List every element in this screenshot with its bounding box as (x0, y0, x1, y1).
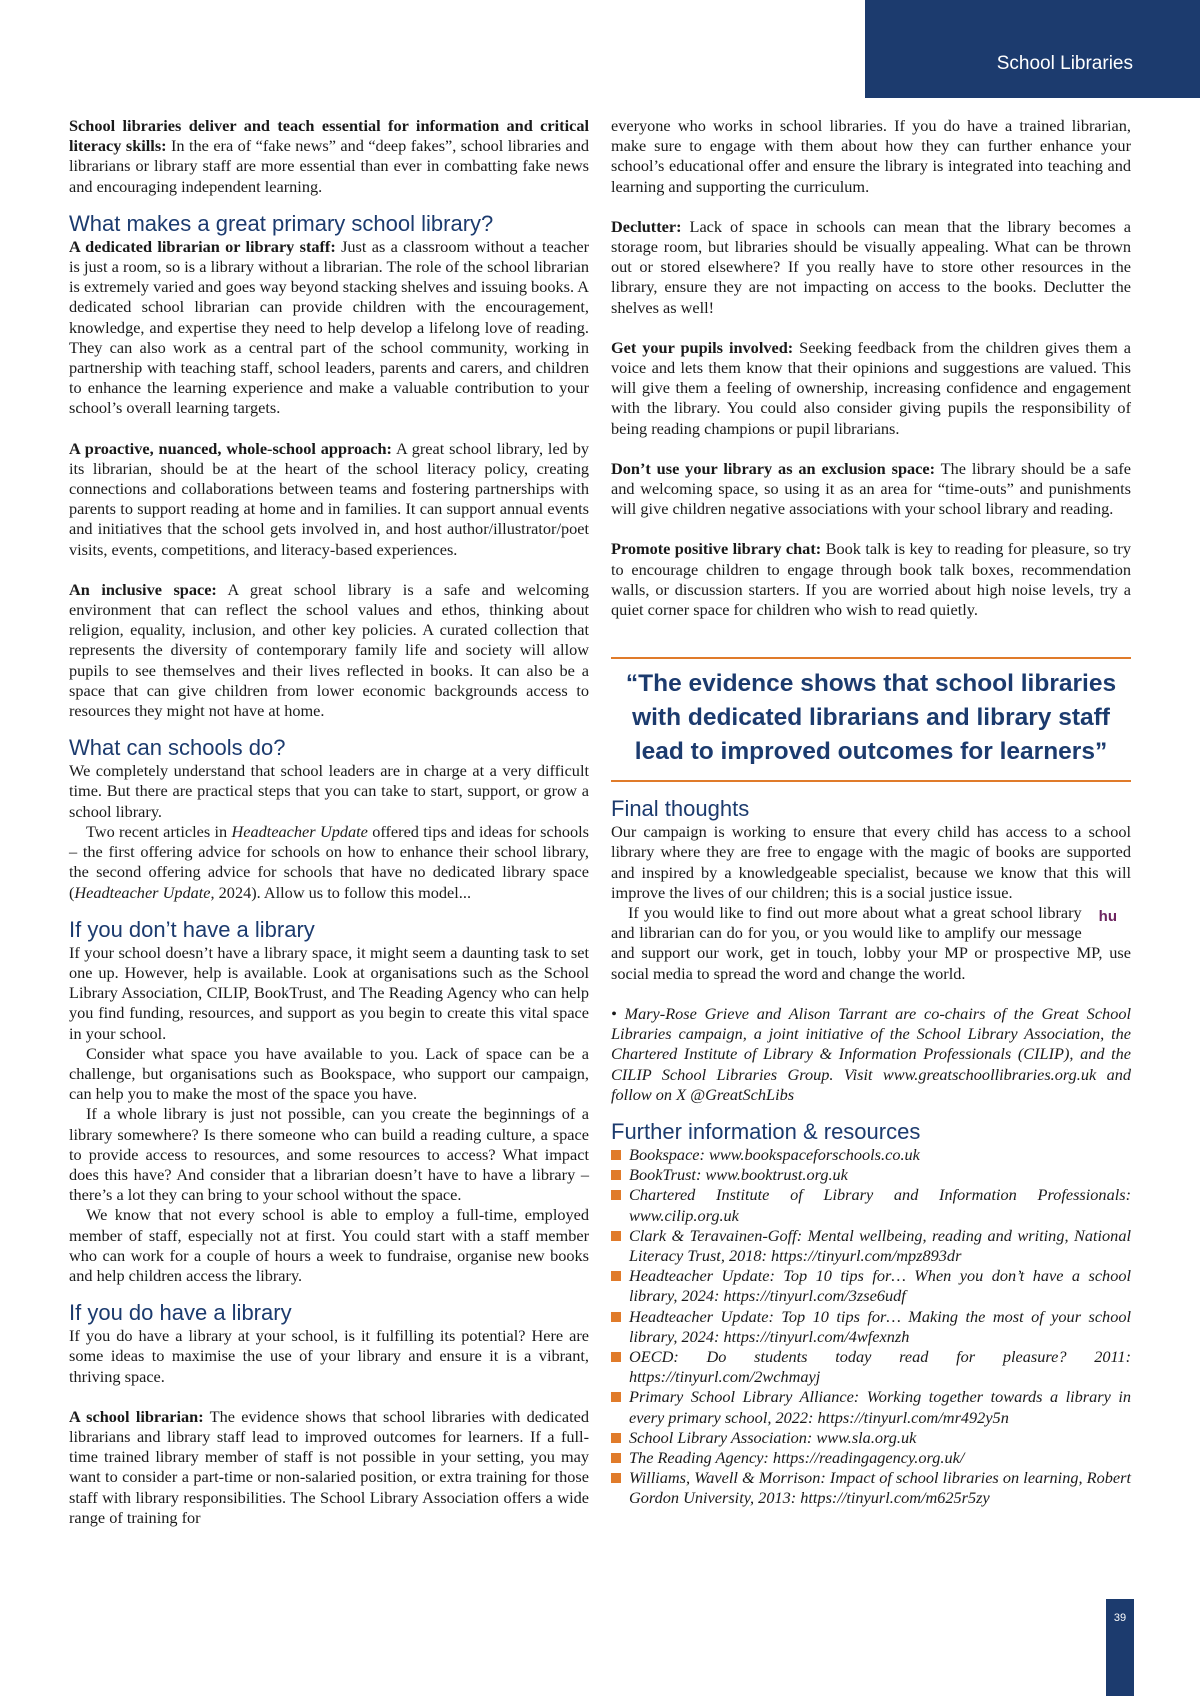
schools-p2-text-c: , 2024). Allow us to follow this model... (210, 882, 472, 902)
proactive-text: A great school library, led by its librarian, should be at the heart of the school literacy policy, creating connections and collaborations between teams and fostering partnerships with parents to support reading at home and in families. It can support annual events and initiatives that the school gets involved in, and host author/illustrator/poet visits, events, competitions, and literacy-based experiences. (69, 438, 589, 559)
resource-item (611, 1448, 1131, 1468)
resource-item (611, 1226, 1131, 1266)
resources-list (611, 1145, 1131, 1509)
square-bullet-icon (611, 1190, 621, 1200)
proactive-lead: A proactive, nuanced, whole-school approach: (69, 438, 392, 458)
declutter-paragraph (611, 217, 1131, 318)
continued-paragraph: everyone who works in school libraries. If you do have a trained librarian, make sure to engage with them about how they can further enhance your school’s educational offer and ensure the library is integrated into teaching and learning and supporting the curriculum. (611, 116, 1131, 196)
resource-text: Headteacher Update: Top 10 tips for… When you don’t have a school library, 2024: https://tinyurl.com/3zse6udf (629, 1266, 1131, 1306)
square-bullet-icon (611, 1170, 621, 1180)
resource-item (611, 1165, 1131, 1185)
square-bullet-icon (611, 1150, 621, 1160)
resource-text: Primary School Library Alliance: Working together towards a library in every primary school, 2022: https://tinyurl.com/mr492y5n (629, 1387, 1131, 1427)
resource-text: School Library Association: www.sla.org.uk (629, 1427, 917, 1447)
chat-lead: Promote positive library chat: (611, 539, 822, 559)
schools-p2-title-1: Headteacher Update (231, 821, 368, 841)
square-bullet-icon (611, 1433, 621, 1443)
square-bullet-icon (611, 1453, 621, 1463)
declutter-text: Lack of space in schools can mean that the library becomes a storage room, but libraries should be visually appealing. What can be thrown out or stored elsewhere? If you really have to store other resources in the library, ensure they are not impacting on access to the books. Declutter the shelves as well! (611, 216, 1131, 317)
resource-item (611, 1347, 1131, 1387)
square-bullet-icon (611, 1473, 621, 1483)
pupils-paragraph (611, 338, 1131, 439)
square-bullet-icon (611, 1312, 621, 1322)
heading-what-can-schools-do: What can schools do? (69, 735, 286, 761)
resource-text: BookTrust: www.booktrust.org.uk (629, 1165, 848, 1185)
intro-text: In the era of “fake news” and “deep fakes”, school libraries and librarians or library staff are more essential than ever in combatting fake news and encouraging independent learning. (69, 136, 589, 196)
square-bullet-icon (611, 1231, 621, 1241)
schools-paragraph-1: We completely understand that school leaders are in charge at a very difficult time. But there are practical steps that you can take to start, support, or grow a school library. (69, 761, 589, 821)
dedicated-text: Just as a classroom without a teacher is just a room, so is a library without a librarian. The role of the school librarian is extremely varied and goes way beyond stacking shelves and issuing books. A dedicated school librarian can provide children with the encouragement, knowledge, and expertise they need to help develop a lifelong love of reading. They can also work as a central part of the school community, working in partnership with teaching staff, school leaders, parents and carers, and children to enhance the learning experience and make a valuable contribution to your school’s overall learning targets. (69, 236, 589, 418)
dedicated-paragraph (69, 237, 589, 419)
proactive-paragraph (69, 439, 589, 560)
pupils-text: Seeking feedback from the children gives them a voice and lets them know that their opinions and suggestions are valued. This will give them a feeling of ownership, increasing confidence and engagement with the library. You could also consider giving pupils the responsibility of being reading champions or pupil librarians. (611, 337, 1131, 438)
librarian-paragraph (69, 1407, 589, 1528)
left-column (69, 116, 589, 1528)
dont-paragraph-2: Consider what space you have available to you. Lack of space can be a challenge, but organisations such as Bookspace, who support our campaign, can help you to make the most of the space you have. (69, 1043, 589, 1104)
resource-item (611, 1266, 1131, 1306)
heading-do-have-library: If you do have a library (69, 1300, 292, 1326)
librarian-lead: A school librarian: (69, 1406, 204, 1426)
librarian-text: The evidence shows that school libraries with dedicated librarians and library staff lead to improved outcomes for learners. If a full-time trained library member of staff is not possible in your setting, you may want to consider a part-time or non-salaried position, or extra training for those staff with library responsibilities. The School Library Association offers a wide range of training for (69, 1406, 589, 1527)
inclusive-paragraph (69, 580, 589, 721)
right-column (611, 116, 1131, 1509)
pull-quote: “The evidence shows that school libraries with dedicated librarians and library staff lead to improved outcomes for learners” (611, 657, 1131, 782)
heading-final-thoughts: Final thoughts (611, 796, 750, 822)
schools-p2-text-b: offered tips and ideas for schools – the first offering advice for schools on how to enhance their school library, the second offering advice for schools that have no dedicated library space ( (69, 821, 589, 902)
pupils-lead: Get your pupils involved: (611, 337, 794, 357)
intro-paragraph (69, 116, 589, 197)
square-bullet-icon (611, 1271, 621, 1281)
intro-lead: School libraries deliver and teach essential for information and critical literacy skills: (69, 116, 589, 156)
author-bio: • Mary-Rose Grieve and Alison Tarrant are co-chairs of the Great School Libraries campaign, a joint initiative of the School Library Association, the Chartered Institute of Library & Information Professionals (CILIP), and the CILIP School Libraries Group. Visit www.greatschoollibraries.org.uk and follow on X @GreatSchLibs (611, 1003, 1131, 1104)
resource-item (611, 1307, 1131, 1347)
schools-paragraph-2 (69, 822, 589, 903)
heading-dont-have-library: If you don’t have a library (69, 916, 315, 942)
resource-item (611, 1387, 1131, 1427)
resource-text: The Reading Agency: https://readingagency.org.uk/ (629, 1447, 965, 1467)
square-bullet-icon (611, 1352, 621, 1362)
section-title: School Libraries (996, 53, 1133, 74)
resource-text: Clark & Teravainen-Goff: Mental wellbeing, reading and writing, National Literacy Trust, 2018: https://tinyurl.com/mpz893dr (629, 1225, 1131, 1265)
square-bullet-icon (611, 1392, 621, 1402)
dont-paragraph-4: We know that not every school is able to employ a full-time, employed member of staff, especially not at first. You could start with a staff member who can work for a couple of hours a week to fundraise, organise new books and help children access the library. (69, 1205, 589, 1285)
resource-item (611, 1428, 1131, 1448)
heading-further-information: Further information & resources (611, 1118, 921, 1144)
exclusion-paragraph (611, 459, 1131, 520)
do-paragraph-1: If you do have a library at your school, is it fulfilling its potential? Here are some ideas to maximise the use of your library and ensure it is a vibrant, thriving space. (69, 1326, 589, 1386)
resource-text: OECD: Do students today read for pleasure? 2011: https://tinyurl.com/2wchmayj (629, 1346, 1131, 1387)
chat-paragraph (611, 539, 1131, 620)
heading-great-library: What makes a great primary school library? (69, 210, 494, 236)
section-header-tab (865, 0, 1200, 98)
exclusion-text: The library should be a safe and welcoming space, so using it as an area for “time-outs” and punishments will give children negative associations with your school library and reading. (611, 458, 1131, 519)
chat-text: Book talk is key to reading for pleasure, so try to encourage children to engage through book talk boxes, recommendation walls, or discussion starters. If you are worried about high noise levels, try a quiet corner space for children who wish to read quietly. (611, 539, 1131, 620)
resource-item (611, 1468, 1131, 1508)
resource-text: Headteacher Update: Top 10 tips for… Making the most of your school library, 2024: https://tinyurl.com/4wfexnzh (629, 1306, 1131, 1346)
declutter-lead: Declutter: (611, 216, 682, 236)
inclusive-lead: An inclusive space: (69, 579, 217, 599)
dedicated-lead: A dedicated librarian or library staff: (69, 236, 336, 256)
resource-item (611, 1185, 1131, 1225)
resource-text: Williams, Wavell & Morrison: Impact of school libraries on learning, Robert Gordon University, 2013: https://tinyurl.com/m625r5zy (629, 1468, 1131, 1508)
page-number: 39 (1113, 1612, 1127, 1624)
schools-p2-text-a: Two recent articles in (86, 821, 232, 841)
schools-p2-title-2: Headteacher Update (74, 882, 211, 902)
final-paragraph-2 (611, 903, 1131, 984)
dont-paragraph-3: If a whole library is just not possible, can you create the beginnings of a library somewhere? Is there someone who can build a reading culture, a space to provide access to resources, and some resources to access? What impact does this have? And consider that a librarian doesn’t have to have a library – there’s a lot they can bring to your school without the space. (69, 1104, 589, 1205)
resource-item (611, 1145, 1131, 1165)
resource-text: Bookspace: www.bookspaceforschools.co.uk (629, 1144, 920, 1164)
inclusive-text: A great school library is a safe and welcoming environment that can reflect the school values and ethos, thinking about religion, equality, inclusion, and other key policies. A curated collection that represents the diversity of contemporary family life and society will allow pupils to see themselves and their lives reflected in books. It can also be a space that can give children from lower economic backgrounds access to resources they might not have at home. (69, 579, 589, 721)
final-paragraph-2-text: If you would like to find out more about what a great school library and librarian can do for you, or you would like to amplify our message and support our work, get in touch, lobby your MP or prospective MP, use social media to spread the word and change the world. (611, 903, 1131, 983)
end-mark-logo: hu (1098, 908, 1117, 926)
dont-paragraph-1: If your school doesn’t have a library space, it might seem a daunting task to set one up. However, help is available. Look at organisations such as the School Library Association, CILIP, BookTrust, and The Reading Agency who can help you find funding, resources, and support as you begin to create this vital space in your school. (69, 942, 589, 1043)
final-paragraph-1: Our campaign is working to ensure that every child has access to a school library where they are free to engage with the magic of books are supported and inspired by a knowledgeable specialist, because we know that this will improve the lives of our children; this is a social justice issue. (611, 822, 1131, 902)
page-number-strip (1106, 1599, 1134, 1696)
exclusion-lead: Don’t use your library as an exclusion space: (611, 458, 936, 478)
resource-text: Chartered Institute of Library and Information Professionals: www.cilip.org.uk (629, 1185, 1131, 1225)
